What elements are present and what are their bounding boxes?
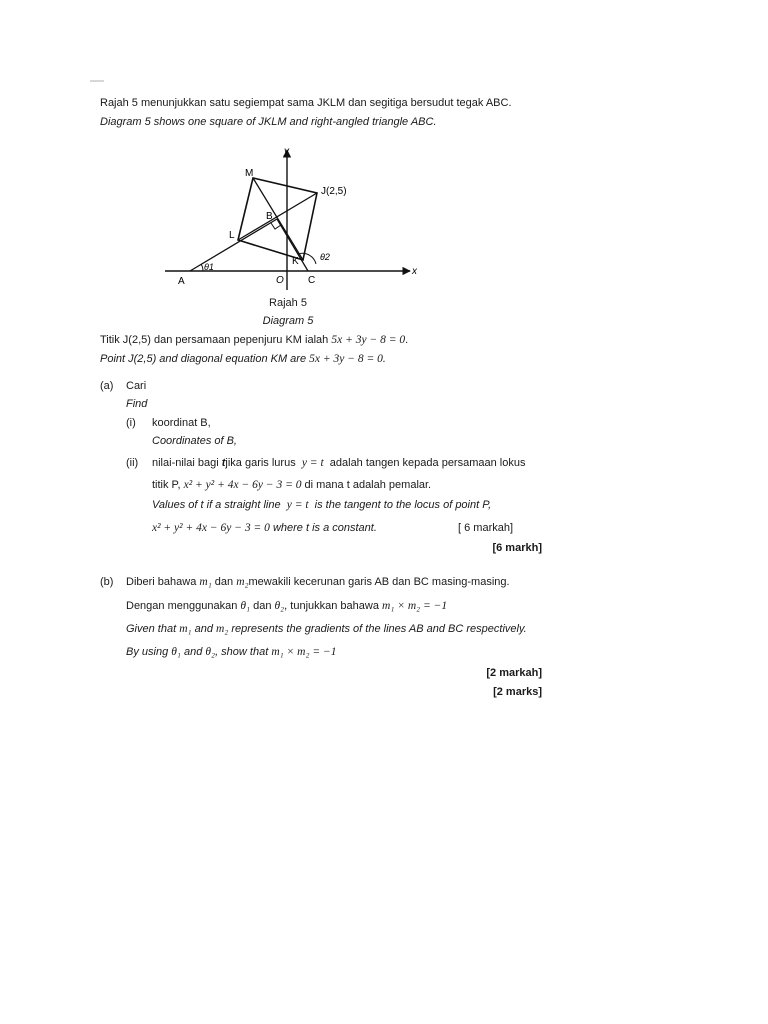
label-c: C	[308, 275, 316, 286]
text-segment: represents the gradients of the lines AB and BC respectively.	[231, 623, 527, 635]
part-a-ii-malay-line1	[152, 456, 525, 470]
symbol-theta1: θ₁	[240, 600, 251, 612]
part-a-malay: Cari	[126, 380, 147, 392]
part-a-i-english: Coordinates of B,	[152, 435, 237, 447]
intro-english: Diagram 5 shows one square of JKLM and right-angled triangle ABC.	[100, 116, 437, 128]
text-segment: Given that	[126, 623, 177, 635]
text-segment: Dengan menggunakan	[126, 600, 238, 612]
part-b-marks-malay: [2 markah]	[486, 667, 542, 679]
symbol-m1: m₁	[179, 623, 192, 635]
diagram-5	[160, 140, 430, 290]
text-segment: By using	[126, 646, 169, 658]
text-segment: , show that	[215, 646, 269, 658]
variable-t: t	[221, 457, 226, 469]
equation-y-t: y = t	[301, 457, 324, 469]
part-b-english-line2	[126, 645, 336, 659]
text-segment: jika garis lurus	[225, 457, 296, 469]
label-o: O	[276, 275, 284, 286]
part-a-ii-malay-line2	[152, 478, 431, 492]
text-segment: titik P,	[152, 479, 181, 491]
text-segment: Values of t if a straight line	[152, 499, 281, 511]
part-a-ii-label: (ii)	[126, 457, 139, 469]
given-malay-text: Titik J(2,5) dan persamaan pepenjuru KM ialah	[100, 334, 329, 346]
result-equation: m₁ × m₂ = −1	[271, 646, 337, 658]
text-segment: adalah tangen kepada persamaan lokus	[329, 457, 526, 469]
part-a-ii-english-line1	[152, 498, 491, 512]
symbol-m2: m₂	[216, 623, 229, 635]
text-segment: and	[194, 623, 213, 635]
caption-english: Diagram 5	[262, 315, 314, 327]
text-segment: dan	[214, 576, 234, 588]
part-a-i-malay: koordinat B,	[152, 417, 211, 429]
scan-mark	[90, 80, 104, 82]
given-english: Point J(2,5) and diagonal equation KM are 5x + 3y − 8 = 0.	[100, 353, 386, 365]
equation-y-t: y = t	[286, 499, 309, 511]
part-b-malay-line2	[126, 599, 447, 613]
symbol-m2: m₂	[236, 576, 249, 588]
label-l: L	[229, 230, 235, 241]
locus-equation: x² + y² + 4x − 6y − 3 = 0	[152, 522, 270, 534]
label-theta2: θ2	[320, 252, 330, 262]
locus-equation: x² + y² + 4x − 6y − 3 = 0	[183, 479, 302, 491]
text-segment: mewakili kecerunan garis AB dan BC masing-masing.	[248, 576, 510, 588]
part-b-marks-english: [2 marks]	[493, 686, 542, 698]
text-segment: where t is a constant.	[272, 522, 377, 534]
given-english-text: Point J(2,5) and diagonal equation KM are	[100, 353, 307, 365]
part-b-malay-line1	[126, 575, 510, 589]
given-english-equation: 5x + 3y − 8 = 0	[309, 353, 383, 365]
given-malay-equation: 5x + 3y − 8 = 0	[331, 334, 406, 346]
text-segment: , tunjukkan bahawa	[284, 600, 379, 612]
text-segment: nilai-nilai bagi	[152, 457, 219, 469]
symbol-theta1: θ₁	[171, 646, 181, 658]
caption-malay: Rajah 5	[269, 297, 307, 309]
text-segment: di mana t adalah pemalar.	[304, 479, 432, 491]
part-b-label: (b)	[100, 576, 114, 588]
text-segment: dan	[253, 600, 272, 612]
intro-malay: Rajah 5 menunjukkan satu segiempat sama JKLM dan segitiga bersudut tegak ABC.	[100, 97, 512, 109]
given-malay: Titik J(2,5) dan persamaan pepenjuru KM ialah 5x + 3y − 8 = 0.	[100, 334, 409, 346]
diagonal-lj	[238, 193, 317, 240]
part-a-marks-malay: [ 6 markah]	[458, 522, 514, 534]
symbol-theta2: θ₂	[205, 646, 216, 658]
part-a-marks-english	[440, 541, 542, 555]
angle-arc-1	[201, 264, 203, 271]
part-b-english-line1	[126, 622, 527, 636]
text-segment: is the tangent to the locus of point P,	[314, 499, 492, 511]
label-m: M	[245, 168, 254, 179]
part-a-ii-english-line2	[152, 521, 377, 535]
part-a-english: Find	[126, 398, 148, 410]
label-y: y	[284, 146, 289, 157]
label-theta1: θ1	[204, 262, 214, 272]
label-b: B	[266, 211, 273, 222]
symbol-m1: m₁	[199, 576, 212, 588]
part-a-i-label: (i)	[126, 417, 136, 429]
part-a-label: (a)	[100, 380, 114, 392]
text-segment: Diberi bahawa	[126, 576, 197, 588]
result-equation: m₁ × m₂ = −1	[382, 600, 448, 612]
symbol-theta2: θ₂	[274, 600, 285, 612]
marks-text: [6 markh]	[492, 542, 542, 554]
text-segment: and	[183, 646, 203, 658]
label-a: A	[178, 276, 185, 287]
label-x: x	[412, 266, 417, 277]
label-k: K	[292, 256, 299, 267]
label-j: J(2,5)	[321, 186, 347, 197]
